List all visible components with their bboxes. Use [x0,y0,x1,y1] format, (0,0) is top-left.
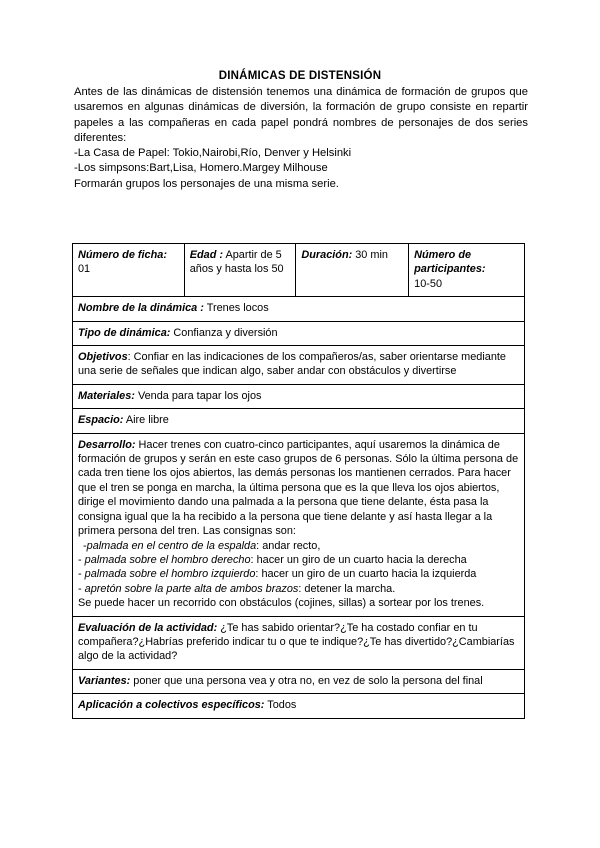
consigna-dash: - [78,568,85,581]
header-row [73,244,525,297]
evaluacion-label: Evaluación de la actividad: [78,621,218,634]
consigna-desc: : andar recto, [256,539,321,552]
consigna-item [78,539,519,553]
consigna-desc: : hacer un giro de un cuarto hacia la derecha [250,553,467,566]
participantes-label: Número de participantes: [414,249,486,276]
materiales-row [73,384,525,408]
aplicacion-cell [73,694,525,718]
objetivos-row [73,346,525,385]
variantes-cell [73,669,525,693]
objetivos-label: Objetivos [78,351,128,364]
consigna-dash: - [78,553,85,566]
consigna-term: apretón sobre la parte alta de ambos brazos [84,582,299,595]
consigna-item [78,582,519,596]
evaluacion-value: ¿Te has sabido orientar?¿Te ha costado confiar en tu compañera?¿Habrías preferido indicar tu o que te indique?¿Te has divertido?¿Cambiarías algo de la actividad? [78,621,515,663]
consigna-dash: - [78,582,85,595]
intro-section [74,85,528,192]
consigna-item [78,553,519,567]
document-title: DINÁMICAS DE DISTENSIÓN [218,70,382,82]
objetivos-cell [73,346,525,385]
materiales-cell [73,384,525,408]
materiales-label: Materiales: [78,389,135,402]
consigna-item [78,567,519,581]
espacio-label: Espacio: [78,414,124,427]
activity-card-table [72,243,525,719]
closing-line: Formarán grupos los personajes de una misma serie. [74,177,339,190]
evaluacion-row [73,616,525,669]
edad-value: Apartir de 5 años y hasta los 50 [189,249,284,276]
consigna-dash: - [83,539,87,552]
tipo-cell [73,321,525,345]
materiales-value: Venda para tapar los ojos [137,389,262,402]
intro-paragraph: Antes de las dinámicas de distensión tenemos una dinámica de formación de grupos que usaremos en algunas dinámicas de diversión, la formación de grupo consiste en repartir papeles a las compañeras en cada papel pondrá nombres de personajes de dos series diferentes: [74,86,528,144]
numero-ficha-label: Número de ficha: [78,249,167,261]
nombre-value: Trenes locos [206,302,269,315]
nombre-label: Nombre de la dinámica : [78,302,204,315]
duracion-value: 30 min [355,249,388,261]
evaluacion-cell [73,616,525,669]
duracion-cell [296,244,409,297]
duracion-label: Duración: [301,249,353,261]
variantes-label: Variantes: [78,674,131,687]
nombre-cell [73,297,525,321]
espacio-value: Aire libre [125,414,169,427]
desarrollo-row [73,433,525,616]
participantes-cell [409,244,525,297]
consigna-term: palmada sobre el hombro izquierdo [84,568,256,581]
aplicacion-label: Aplicación a colectivos específicos: [78,699,265,712]
consigna-term: palmada sobre el hombro derecho [84,553,251,566]
series-line-2: -Los simpsons:Bart,Lisa, Homero.Margey Milhouse [74,162,328,175]
desarrollo-label: Desarrollo: [78,438,136,451]
participantes-value: 10-50 [414,277,442,290]
variantes-value: poner que una persona vea y otra no, en vez de solo la persona del final [133,674,483,687]
tipo-row [73,321,525,345]
numero-ficha-cell [73,244,185,297]
consigna-desc: : detener la marcha. [298,582,396,595]
numero-ficha-value: 01 [78,263,91,276]
desarrollo-final: Se puede hacer un recorrido con obstáculos (cojines, sillas) a sortear por los trenes. [78,597,485,610]
desarrollo-paragraph [78,438,519,539]
aplicacion-value: Todos [267,699,297,712]
edad-label: Edad : [189,249,223,261]
desarrollo-value: Hacer trenes con cuatro-cinco participantes, aquí usaremos la dinámica de formación de grupos y serán en este caso grupos de 6 personas. Sólo la última persona de cada tren tiene los ojos abiertos, las demás personas los mantienen cerrados. Para hacer que el tren se ponga en marcha, la última persona que es la que lleva los ojos abiertos, dirige el movimiento dando una palmada a la persona que tiene delante, ésta pasa la consigna igual que la ha recibido a la persona que tiene delante y así hasta llegar a la primera persona del tren. Las consignas son: [78,438,519,538]
consigna-desc: : hacer un giro de un cuarto hacia la izquierda [255,568,477,581]
espacio-row [73,409,525,433]
variantes-row [73,669,525,693]
series-line-1: -La Casa de Papel: Tokio,Nairobi,Río, Denver y Helsinki [74,147,352,160]
edad-cell [184,244,296,297]
espacio-cell [73,409,525,433]
nombre-row [73,297,525,321]
objetivos-value: : Confiar en las indicaciones de los compañeros/as, saber orientarse mediante una serie de señales que indican algo, saber andar con obstáculos y divertirse [78,351,506,378]
desarrollo-cell [73,433,525,616]
tipo-label: Tipo de dinámica: [78,326,171,339]
consigna-term: palmada en el centro de la espalda [86,539,257,552]
tipo-value: Confianza y diversión [173,326,278,339]
aplicacion-row [73,694,525,718]
